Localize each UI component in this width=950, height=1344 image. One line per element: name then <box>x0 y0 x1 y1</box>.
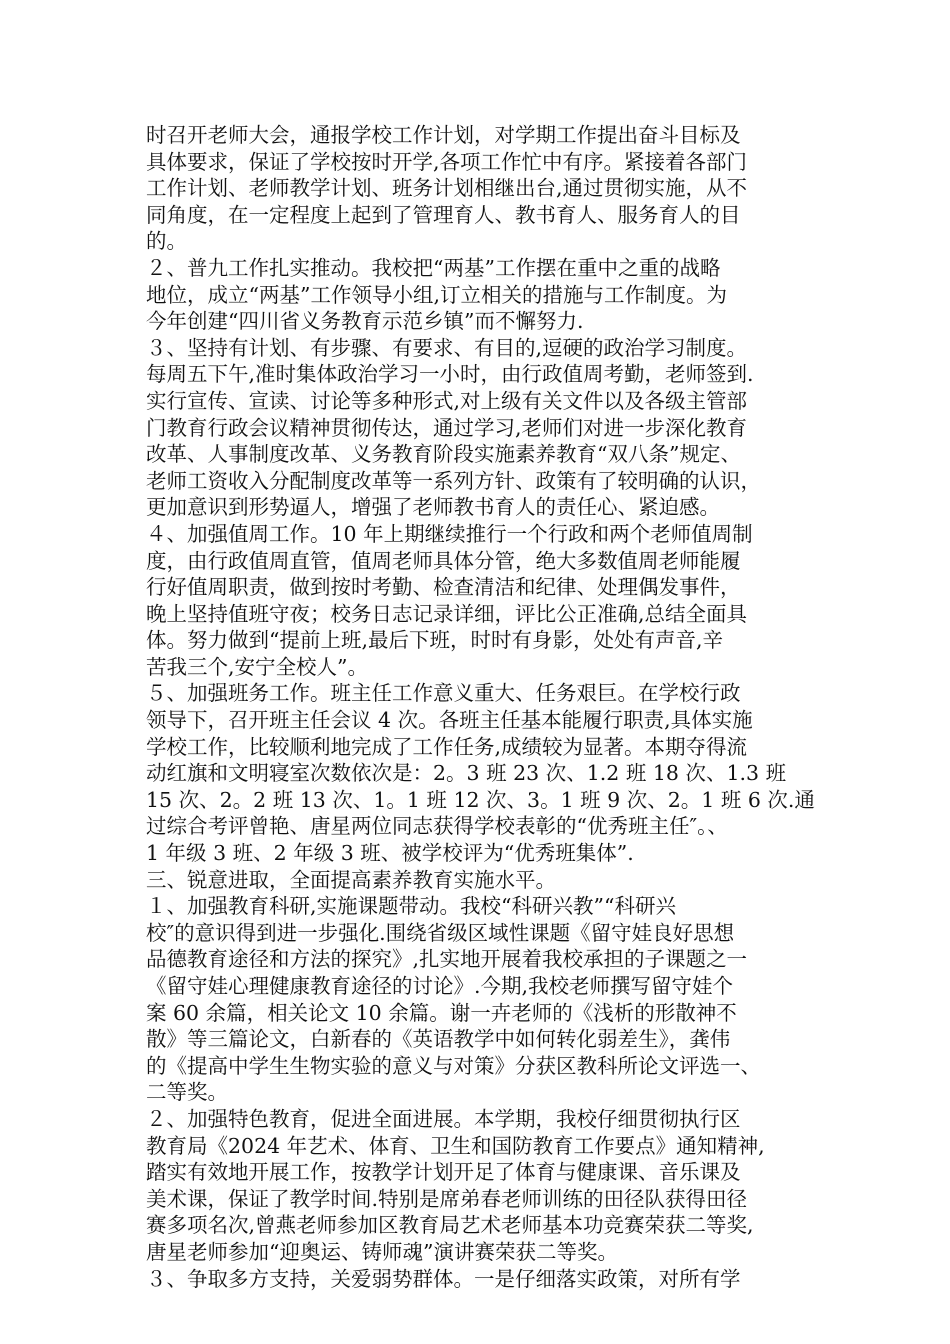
text-line: 时召开老师大会，通报学校工作计划，对学期工作提出奋斗目标及 <box>146 123 741 147</box>
text-line: 具体要求，保证了学校按时开学,各项工作忙中有序。紧接着各部门 <box>146 149 748 174</box>
text-line: 15 次、2。2 班 13 次、1。1 班 12 次、3。1 班 9 次、2。1 班 6 次.通 <box>146 787 815 812</box>
document-page <box>146 122 815 1292</box>
text-line: 赛多项名次,曾燕老师参加区教育局艺术老师基本功竞赛荣获二等奖, <box>146 1213 754 1238</box>
text-line: 动红旗和文明寝室次数依次是：2。3 班 23 次、1.2 班 18 次、1.3 班 <box>146 761 787 786</box>
text-line: 过综合考评曾艳、唐星两位同志获得学校表彰的“优秀班主任″。、 <box>146 814 728 839</box>
text-line: 改革、人事制度改革、义务教育阶段实施素养教育“双八条”规定、 <box>146 442 741 467</box>
text-line: 学校工作，比较顺利地完成了工作任务,成绩较为显著。本期夺得流 <box>146 734 748 759</box>
text-line: 的《提高中学生生物实验的意义与对策》分获区教科所论文评选一、 <box>146 1053 761 1078</box>
text-line: 踏实有效地开展工作，按教学计划开足了体育与健康课、音乐课及 <box>146 1160 741 1185</box>
text-line: ５、加强班务工作。班主任工作意义重大、任务艰巨。在学校行政 <box>146 681 741 706</box>
text-line: 的。 <box>146 229 187 254</box>
text-line: 实行宣传、宣读、讨论等多种形式,对上级有关文件以及各级主管部 <box>146 388 748 413</box>
text-line: ３、坚持有计划、有步骤、有要求、有目的,逗硬的政治学习制度。 <box>146 335 748 360</box>
section-heading: 三、锐意进取，全面提高素养教育实施水平。 <box>146 867 556 892</box>
text-line: 唐星老师参加“迎奥运、铸师魂”演讲赛荣获二等奖。 <box>146 1239 618 1264</box>
text-line: 晚上坚持值班守夜；校务日志记录详细，评比公正准确,总结全面具 <box>146 601 748 626</box>
text-line: 案 60 余篇，相关论文 10 余篇。谢一卉老师的《浅析的形散神不 <box>146 1000 737 1025</box>
text-line: 今年创建“四川省义务教育示范乡镇”而不懈努力. <box>146 309 584 334</box>
text-line: 地位，成立“两基”工作领导小组,订立相关的措施与工作制度。为 <box>146 282 727 307</box>
text-line: 行好值周职责，做到按时考勤、检查清洁和纪律、处理偶发事件， <box>146 575 741 600</box>
text-line: 每周五下午,准时集体政治学习一小时，由行政值周考勤，老师签到. <box>146 362 754 387</box>
text-line: 工作计划、老师教学计划、班务计划相继出台,通过贯彻实施，从不 <box>146 176 748 201</box>
text-line: ３、争取多方支持，关爱弱势群体。一是仔细落实政策，对所有学 <box>146 1266 741 1291</box>
text-line: 体。努力做到“提前上班,最后下班，时时有身影，处处有声音,辛 <box>146 628 724 653</box>
text-line: １、加强教育科研,实施课题带动。我校“科研兴教”“科研兴 <box>146 894 676 919</box>
text-line: ４、加强值周工作。10 年上期继续推行一个行政和两个老师值周制 <box>146 521 753 546</box>
text-line: 老师工资收入分配制度改革等一系列方针、政策有了较明确的认识， <box>146 468 761 493</box>
text-line: 校″的意识得到进一步强化.围绕省级区域性课题《留守娃良好思想 <box>146 920 735 945</box>
text-line: 散》等三篇论文，白新春的《英语教学中如何转化弱差生》，龚伟 <box>146 1027 731 1052</box>
text-line: 门教育行政会议精神贯彻传达，通过学习,老师们对进一步深化教育 <box>146 415 748 440</box>
text-line: 更加意识到形势逼人，增强了老师教书育人的责任心、紧迫感。 <box>146 495 720 520</box>
text-line: 1 年级 3 班、2 年级 3 班、被学校评为“优秀班集体”. <box>146 841 634 866</box>
text-line: 《留守娃心理健康教育途径的讨论》.今期,我校老师撰写留守娃个 <box>146 974 734 998</box>
text-line: 同角度，在一定程度上起到了管理育人、教书育人、服务育人的目 <box>146 202 741 227</box>
text-line: 美术课，保证了教学时间.特别是席弟春老师训练的田径队获得田径 <box>146 1186 748 1211</box>
text-line: ２、普九工作扎实推动。我校把“两基”工作摆在重中之重的战略 <box>146 255 721 280</box>
text-line: 二等奖。 <box>146 1080 228 1105</box>
text-line: ２、加强特色教育，促进全面进展。本学期，我校仔细贯彻执行区 <box>146 1106 741 1131</box>
text-line: 苦我三个,安宁全校人”。 <box>146 654 368 679</box>
text-line: 教育局《2024 年艺术、体育、卫生和国防教育工作要点》通知精神, <box>146 1133 765 1158</box>
text-line: 度，由行政值周直管，值周老师具体分管，绝大多数值周老师能履 <box>146 548 741 573</box>
text-line: 领导下，召开班主任会议 4 次。各班主任基本能履行职责,具体实施 <box>146 708 753 733</box>
text-line: 品德教育途径和方法的探究》,扎实地开展着我校承担的子课题之一 <box>146 947 748 972</box>
